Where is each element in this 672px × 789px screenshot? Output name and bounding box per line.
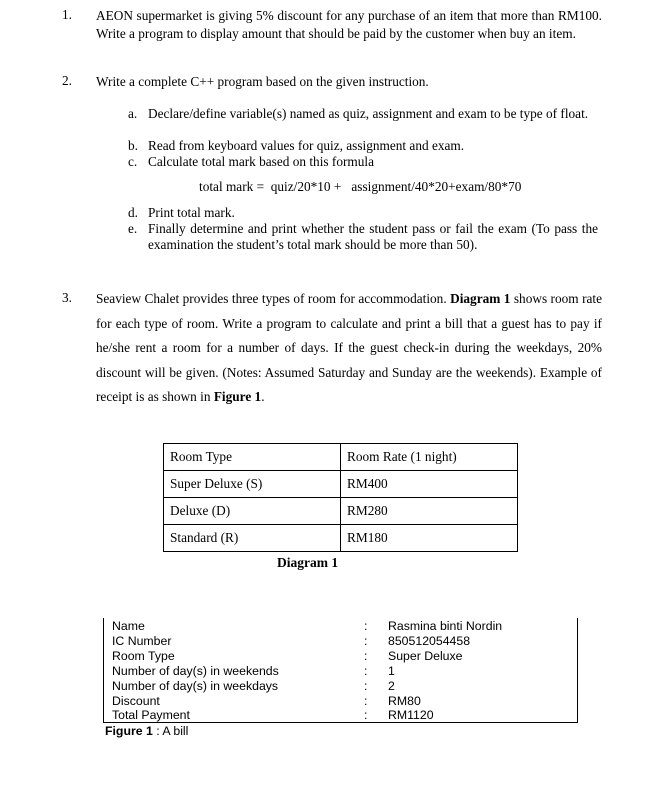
item-text: Print total mark. <box>148 205 235 220</box>
question-3-number: 3. <box>62 290 72 305</box>
figure-caption <box>105 724 188 738</box>
table-header-cell: Room Type <box>164 444 341 471</box>
figure-caption-text: : A bill <box>152 724 189 738</box>
question-1-number: 1. <box>62 7 72 22</box>
table-cell: Super Deluxe (S) <box>164 471 341 498</box>
question-3-text-part: Seaview Chalet provides three types of room for accommodation. <box>96 291 451 306</box>
question-3-text-part: shows room rate for each type of room. Write a program to calculate and print a bill that a guest has to pay if he/she rent a room for a number of days. If the guest check-in during the weekdays, 20% discount will be given. (Notes: Assumed Saturday and Sunday are the weekends). Example of receipt is as shown in <box>96 291 602 404</box>
bill-label: Number of day(s) in weekends <box>112 664 279 678</box>
bill-value: RM80 <box>388 694 421 708</box>
bill-label: Room Type <box>112 649 175 663</box>
question-1-text: AEON supermarket is giving 5% discount for any purchase of an item that more than RM100. Write a program to display amount that should be paid by the customer when buy an item. <box>96 8 602 41</box>
question-3-text-part: . <box>261 389 265 404</box>
question-2-number: 2. <box>62 73 72 88</box>
bill-separator: : <box>364 649 368 663</box>
item-letter: c. <box>128 154 138 169</box>
item-text: Read from keyboard values for quiz, assignment and exam. <box>148 138 465 153</box>
bill-label: Discount <box>112 694 160 708</box>
bill-separator: : <box>364 634 368 648</box>
item-letter: e. <box>128 221 138 236</box>
bill-separator: : <box>364 708 368 722</box>
bill-row <box>104 694 577 709</box>
table-row <box>164 471 518 498</box>
diagram-reference: Diagram 1 <box>450 291 511 306</box>
item-text: Finally determine and print whether the student pass or fail the exam (To pass the examination the student’s total mark should be more than 50). <box>148 221 598 252</box>
item-text: Calculate total mark based on this formula <box>148 154 374 169</box>
bill-value: 1 <box>388 664 395 678</box>
bill-receipt <box>103 618 578 723</box>
bill-row <box>104 634 577 649</box>
bill-row <box>104 649 577 664</box>
table-cell: RM180 <box>341 525 518 552</box>
bill-value: Super Deluxe <box>388 649 463 663</box>
total-mark-formula: total mark = quiz/20*10 + assignment/40*20+exam/80*70 <box>199 179 522 194</box>
question-3-text <box>96 287 602 410</box>
table-row <box>164 498 518 525</box>
figure-caption-label: Figure 1 <box>105 724 153 738</box>
bill-separator: : <box>364 679 368 693</box>
item-letter: a. <box>128 106 138 121</box>
bill-row <box>104 619 577 634</box>
question-2-intro: Write a complete C++ program based on the given instruction. <box>96 74 429 89</box>
table-cell: Deluxe (D) <box>164 498 341 525</box>
table-header-cell: Room Rate (1 night) <box>341 444 518 471</box>
bill-label: Number of day(s) in weekdays <box>112 679 279 693</box>
bill-value: Rasmina binti Nordin <box>388 619 503 633</box>
bill-separator: : <box>364 619 368 633</box>
table-cell: RM400 <box>341 471 518 498</box>
item-text: Declare/define variable(s) named as quiz, assignment and exam to be type of float. <box>148 106 589 121</box>
bill-row <box>104 679 577 694</box>
item-letter: d. <box>128 205 138 220</box>
bill-value: RM1120 <box>388 708 434 722</box>
diagram-caption: Diagram 1 <box>277 555 339 570</box>
bill-label: IC Number <box>112 634 172 648</box>
bill-value: 2 <box>388 679 395 693</box>
bill-value: 850512054458 <box>388 634 471 648</box>
bill-label: Total Payment <box>112 708 190 722</box>
bill-label: Name <box>112 619 145 633</box>
table-cell: Standard (R) <box>164 525 341 552</box>
figure-reference: Figure 1 <box>213 389 262 404</box>
bill-row <box>104 708 577 723</box>
table-header-row <box>164 444 518 471</box>
bill-separator: : <box>364 694 368 708</box>
room-rate-table <box>163 443 518 552</box>
table-row <box>164 525 518 552</box>
item-letter: b. <box>128 138 138 153</box>
table-cell: RM280 <box>341 498 518 525</box>
bill-separator: : <box>364 664 368 678</box>
bill-row <box>104 664 577 679</box>
